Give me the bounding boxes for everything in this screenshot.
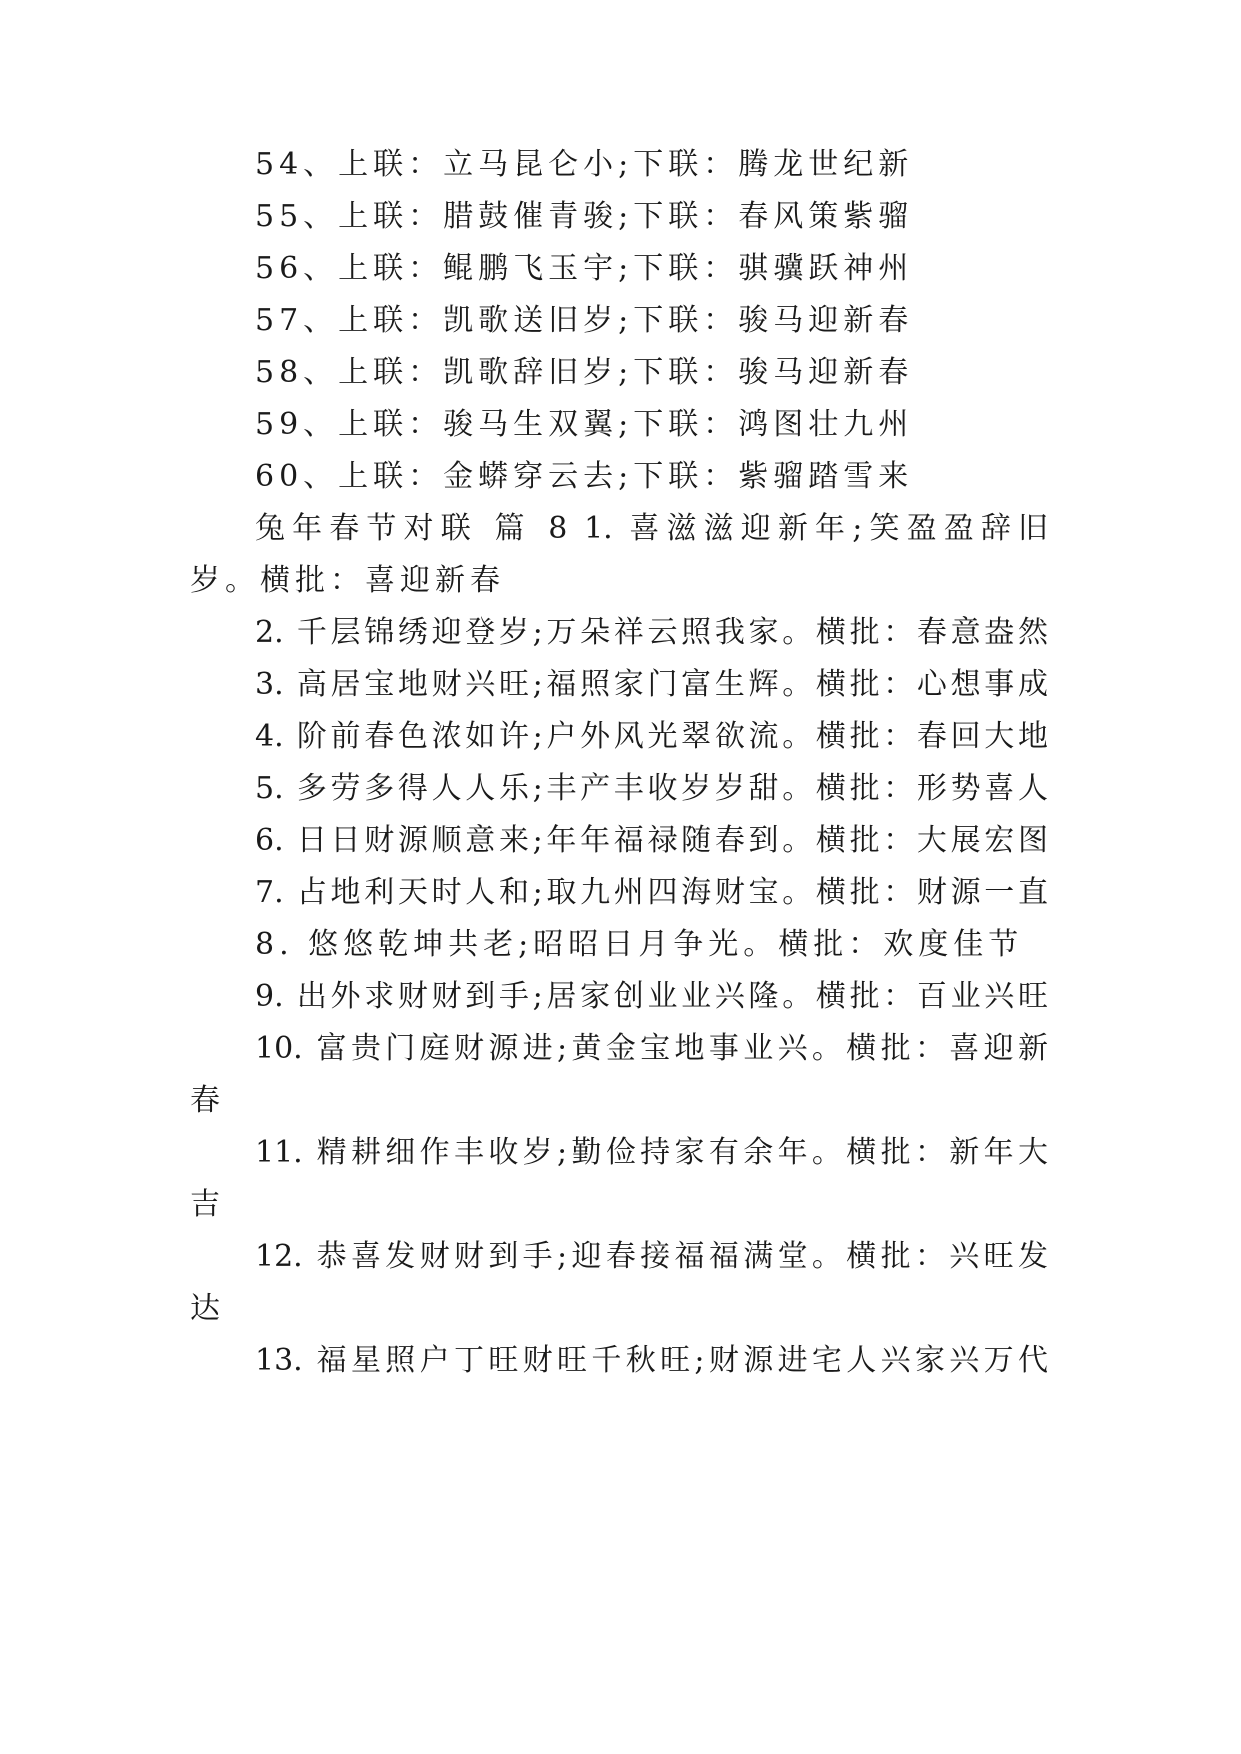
couplet-item-4: 4. 阶前春色浓如许;户外风光翠欲流。横批：春回大地 — [255, 719, 1048, 754]
couplet-item-6: 6. 日日财源顺意来;年年福禄随春到。横批：大展宏图 — [255, 823, 1048, 858]
couplet-item-5: 5. 多劳多得人人乐;丰产丰收岁岁甜。横批：形势喜人 — [255, 771, 1048, 806]
couplet-line-58: 58、上联：凯歌辞旧岁;下联：骏马迎新春 — [255, 355, 914, 390]
couplet-item-3: 3. 高居宝地财兴旺;福照家门富生辉。横批：心想事成 — [255, 667, 1048, 702]
couplet-item-11: 11. 精耕细作丰收岁;勤俭持家有余年。横批：新年大 — [255, 1135, 1048, 1170]
paragraph-continuation: 春 — [190, 1083, 225, 1118]
paragraph-continuation: 岁。横批：喜迎新春 — [190, 563, 505, 598]
couplet-item-10: 10. 富贵门庭财源进;黄金宝地事业兴。横批：喜迎新 — [255, 1031, 1048, 1066]
couplet-item-7: 7. 占地利天时人和;取九州四海财宝。横批：财源一直 — [255, 875, 1048, 910]
couplet-line-54: 54、上联：立马昆仑小;下联：腾龙世纪新 — [255, 147, 914, 182]
couplet-line-60: 60、上联：金蟒穿云去;下联：紫骝踏雪来 — [255, 459, 914, 494]
section-heading-line: 兔年春节对联 篇 8 1. 喜滋滋迎新年;笑盈盈辞旧 — [255, 511, 1048, 546]
couplet-line-56: 56、上联：鲲鹏飞玉宇;下联：骐骥跃神州 — [255, 251, 914, 286]
couplet-line-57: 57、上联：凯歌送旧岁;下联：骏马迎新春 — [255, 303, 914, 338]
couplet-item-12: 12. 恭喜发财财到手;迎春接福福满堂。横批：兴旺发 — [255, 1239, 1048, 1274]
couplet-item-8: 8. 悠悠乾坤共老;昭昭日月争光。横批：欢度佳节 — [255, 927, 1024, 962]
couplet-line-59: 59、上联：骏马生双翼;下联：鸿图壮九州 — [255, 407, 914, 442]
paragraph-continuation: 吉 — [190, 1187, 225, 1222]
couplet-item-9: 9. 出外求财财到手;居家创业业兴隆。横批：百业兴旺 — [255, 979, 1048, 1014]
couplet-item-2: 2. 千层锦绣迎登岁;万朵祥云照我家。横批：春意盎然 — [255, 615, 1048, 650]
paragraph-continuation: 达 — [190, 1291, 225, 1326]
couplet-item-13: 13. 福星照户丁旺财旺千秋旺;财源进宅人兴家兴万代 — [255, 1343, 1048, 1378]
couplet-line-55: 55、上联：腊鼓催青骏;下联：春风策紫骝 — [255, 199, 914, 234]
